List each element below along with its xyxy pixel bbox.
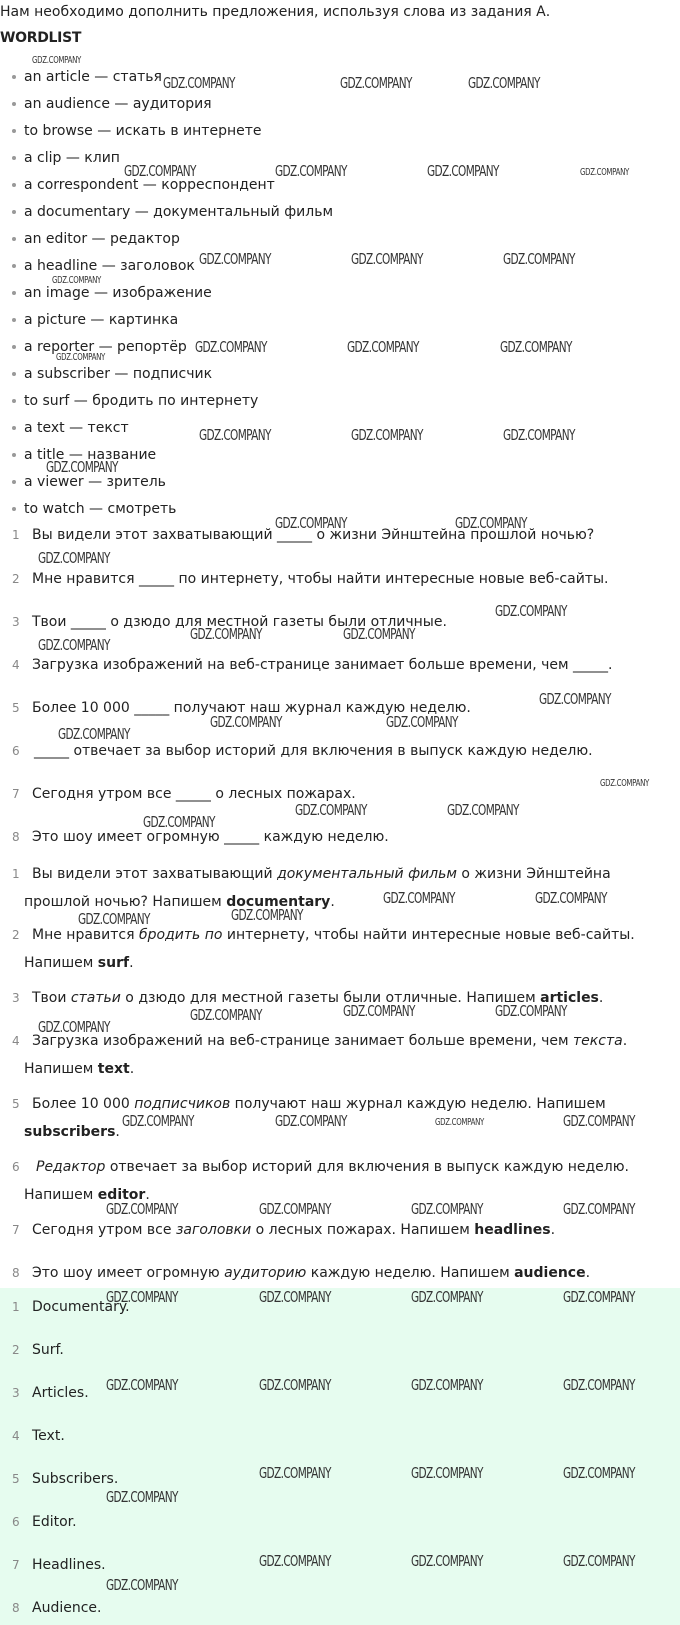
watermark: GDZ.COMPANY [563,1552,635,1570]
word-item: a text — текст [12,419,129,437]
bullet-icon [12,129,16,133]
bullet-icon [12,291,16,295]
watermark: GDZ.COMPANY [106,1376,178,1394]
watermark: GDZ.COMPANY [106,1576,178,1594]
watermark: GDZ.COMPANY [190,1006,262,1024]
watermark: GDZ.COMPANY [343,1002,415,1020]
watermark: GDZ.COMPANY [32,55,81,66]
watermark: GDZ.COMPANY [411,1464,483,1482]
bullet-icon [12,480,16,484]
watermark: GDZ.COMPANY [259,1288,331,1306]
watermark: GDZ.COMPANY [163,74,235,92]
watermark: GDZ.COMPANY [351,426,423,444]
watermark: GDZ.COMPANY [199,250,271,268]
watermark: GDZ.COMPANY [468,74,540,92]
watermark: GDZ.COMPANY [38,549,110,567]
watermark: GDZ.COMPANY [259,1464,331,1482]
solution-item: 6 Редактор отвечает за выбор историй для включения в выпуск каждую неделю. Напишем editor. [12,1159,629,1203]
watermark: GDZ.COMPANY [411,1288,483,1306]
exercise-item: 3 Твои _____ о дзюдо для местной газеты были отличные. [12,614,447,630]
watermark: GDZ.COMPANY [535,889,607,907]
solution-item: 7 Сегодня утром все заголовки о лесных пожарах. Напишем headlines. [12,1222,556,1238]
watermark: GDZ.COMPANY [199,426,271,444]
watermark: GDZ.COMPANY [259,1376,331,1394]
watermark: GDZ.COMPANY [386,713,458,731]
watermark: GDZ.COMPANY [52,275,101,286]
answer-item: 2 Surf. [12,1342,64,1358]
watermark: GDZ.COMPANY [106,1488,178,1506]
watermark: GDZ.COMPANY [195,338,267,356]
watermark: GDZ.COMPANY [563,1288,635,1306]
watermark: GDZ.COMPANY [295,801,367,819]
watermark: GDZ.COMPANY [56,352,105,363]
word-item: an audience — аудитория [12,95,212,113]
watermark: GDZ.COMPANY [38,636,110,654]
watermark: GDZ.COMPANY [435,1117,484,1128]
solution-item: 4 Загрузка изображений на веб-странице занимает больше времени, чем текста. Напишем text. [12,1033,628,1077]
watermark: GDZ.COMPANY [275,1112,347,1130]
bullet-icon [12,372,16,376]
word-item: a correspondent — корреспондент [12,176,275,194]
word-item: a viewer — зритель [12,473,166,491]
exercise-item: 5 Более 10 000 _____ получают наш журнал каждую неделю. [12,700,471,716]
watermark: GDZ.COMPANY [495,602,567,620]
word-item: to watch — смотреть [12,500,176,518]
watermark: GDZ.COMPANY [383,889,455,907]
watermark: GDZ.COMPANY [259,1200,331,1218]
word-item: to browse — искать в интернете [12,122,262,140]
word-item: an image — изображение [12,284,212,302]
solution-item: 3 Твои статьи о дзюдо для местной газеты были отличные. Напишем articles. [12,990,604,1006]
watermark: GDZ.COMPANY [58,725,130,743]
solution-item: 8 Это шоу имеет огромную аудиторию каждую неделю. Напишем audience. [12,1265,591,1281]
wordlist-title: WORDLIST [0,30,82,46]
watermark: GDZ.COMPANY [495,1002,567,1020]
answer-item: 6 Editor. [12,1514,77,1530]
watermark: GDZ.COMPANY [340,74,412,92]
bullet-icon [12,507,16,511]
exercise-item: 1 Вы видели этот захватывающий _____ о жизни Эйнштейна прошлой ночью? [12,527,595,543]
answer-item: 8 Audience. [12,1600,102,1616]
watermark: GDZ.COMPANY [580,167,629,178]
watermark: GDZ.COMPANY [231,906,303,924]
watermark: GDZ.COMPANY [143,813,215,831]
bullet-icon [12,102,16,106]
bullet-icon [12,264,16,268]
watermark: GDZ.COMPANY [38,1018,110,1036]
solution-item: 2 Мне нравится бродить по интернету, чтобы найти интересные новые веб-сайты. Напишем surf. [12,927,635,971]
watermark: GDZ.COMPANY [124,162,196,180]
bullet-icon [12,75,16,79]
word-item: a title — название [12,446,156,464]
watermark: GDZ.COMPANY [411,1376,483,1394]
word-item: to surf — бродить по интернету [12,392,258,410]
watermark: GDZ.COMPANY [347,338,419,356]
bullet-icon [12,399,16,403]
watermark: GDZ.COMPANY [411,1200,483,1218]
exercise-item: 7 Сегодня утром все _____ о лесных пожарах. [12,786,356,802]
watermark: GDZ.COMPANY [106,1288,178,1306]
solution-item: 1 Вы видели этот захватывающий документальный фильм о жизни Эйнштейна прошлой ночью? Напишем documentary. [12,866,611,910]
answer-item: 3 Articles. [12,1385,89,1401]
bullet-icon [12,183,16,187]
word-item: a reporter — репортёр [12,338,187,356]
watermark: GDZ.COMPANY [46,458,118,476]
watermark: GDZ.COMPANY [275,162,347,180]
watermark: GDZ.COMPANY [275,514,347,532]
word-item: a picture — картинка [12,311,178,329]
bullet-icon [12,156,16,160]
word-item: a subscriber — подписчик [12,365,212,383]
watermark: GDZ.COMPANY [563,1464,635,1482]
watermark: GDZ.COMPANY [411,1552,483,1570]
solution-item: 5 Более 10 000 подписчиков получают наш журнал каждую неделю. Напишем subscribers. [12,1096,606,1140]
watermark: GDZ.COMPANY [455,514,527,532]
watermark: GDZ.COMPANY [78,910,150,928]
word-item: an article — статья [12,68,162,86]
answer-item: 1 Documentary. [12,1299,130,1315]
word-item: a headline — заголовок [12,257,195,275]
bullet-icon [12,318,16,322]
bullet-icon [12,237,16,241]
watermark: GDZ.COMPANY [600,778,649,789]
watermark: GDZ.COMPANY [563,1376,635,1394]
watermark: GDZ.COMPANY [259,1552,331,1570]
bullet-icon [12,453,16,457]
watermark: GDZ.COMPANY [351,250,423,268]
word-item: a clip — клип [12,149,120,167]
exercise-item: 8 Это шоу имеет огромную _____ каждую неделю. [12,829,389,845]
watermark: GDZ.COMPANY [447,801,519,819]
exercise-item: 4 Загрузка изображений на веб-странице занимает больше времени, чем _____. [12,657,613,673]
watermark: GDZ.COMPANY [539,690,611,708]
word-item: an editor — редактор [12,230,180,248]
answer-item: 7 Headlines. [12,1557,106,1573]
watermark: GDZ.COMPANY [343,625,415,643]
word-item: a documentary — документальный фильм [12,203,333,221]
watermark: GDZ.COMPANY [122,1112,194,1130]
watermark: GDZ.COMPANY [563,1200,635,1218]
watermark: GDZ.COMPANY [210,713,282,731]
bullet-icon [12,345,16,349]
watermark: GDZ.COMPANY [190,625,262,643]
answer-item: 4 Text. [12,1428,65,1444]
watermark: GDZ.COMPANY [503,426,575,444]
bullet-icon [12,210,16,214]
answer-item: 5 Subscribers. [12,1471,119,1487]
watermark: GDZ.COMPANY [106,1200,178,1218]
watermark: GDZ.COMPANY [503,250,575,268]
watermark: GDZ.COMPANY [500,338,572,356]
exercise-item: 2 Мне нравится _____ по интернету, чтобы найти интересные новые веб-сайты. [12,571,609,587]
watermark: GDZ.COMPANY [563,1112,635,1130]
intro-text: Нам необходимо дополнить предложения, используя слова из задания А. [0,4,551,20]
bullet-icon [12,426,16,430]
watermark: GDZ.COMPANY [427,162,499,180]
exercise-item: 6 _____ отвечает за выбор историй для включения в выпуск каждую неделю. [12,743,593,759]
